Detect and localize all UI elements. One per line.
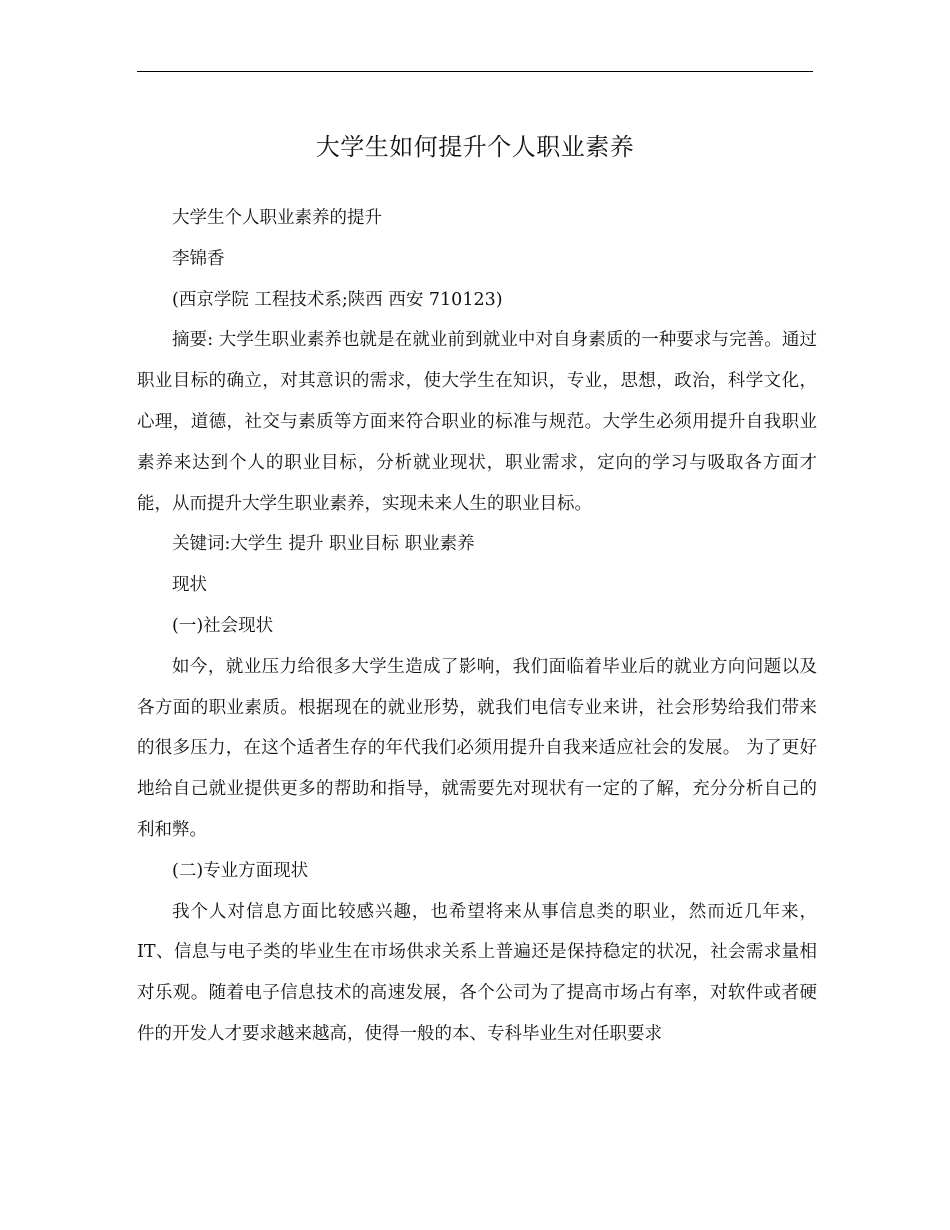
subtitle-paragraph: 大学生个人职业素养的提升 (172, 208, 382, 228)
body-paragraph: 如今，就业压力给很多大学生造成了影响，我们面临着毕业后的就业方向问题以及各方面的职业素质。根据现在的就业形势，就我们电信专业来讲，社会形势给我们带来的很多压力，在这个适者生存的年代我们必须用提升自我来适应社会的发展。 为了更好地给自己就业提供更多的帮助和指导，就需要先对现状有一定的了解，充分分析自己的利和弊。 (137, 656, 817, 840)
affiliation-paragraph: (西京学院 工程技术系;陕西 西安 710123) (172, 289, 503, 310)
keywords-paragraph: 关键词:大学生 提升 职业目标 职业素养 (172, 534, 475, 555)
subsection-heading: (二)专业方面现状 (172, 860, 309, 881)
section-heading: 现状 (172, 575, 207, 596)
header-rule (137, 71, 813, 72)
subsection-heading: (一)社会现状 (172, 615, 274, 636)
author-paragraph: 李锦香 (172, 248, 225, 269)
abstract-paragraph: 摘要: 大学生职业素养也就是在就业前到就业中对自身素质的一种要求与完善。通过职业目标的确立，对其意识的需求，使大学生在知识，专业，思想，政治，科学文化，心理，道德，社交与素质等方面来符合职业的标准与规范。大学生必须用提升自我职业素养来达到个人的职业目标，分析就业现状，职业需求，定向的学习与吸取各方面才能，从而提升大学生职业素养，实现未来人生的职业目标。 (137, 330, 817, 514)
body-paragraph: 我个人对信息方面比较感兴趣，也希望将来从事信息类的职业，然而近几年来，IT、信息与电子类的毕业生在市场供求关系上普遍还是保持稳定的状况，社会需求量相对乐观。随着电子信息技术的高速发展，各个公司为了提高市场占有率，对软件或者硬件的开发人才要求越来越高，使得一般的本、专科毕业生对任职要求 (137, 901, 817, 1044)
document-body (137, 198, 817, 1055)
document-title: 大学生如何提升个人职业素养 (315, 133, 635, 161)
